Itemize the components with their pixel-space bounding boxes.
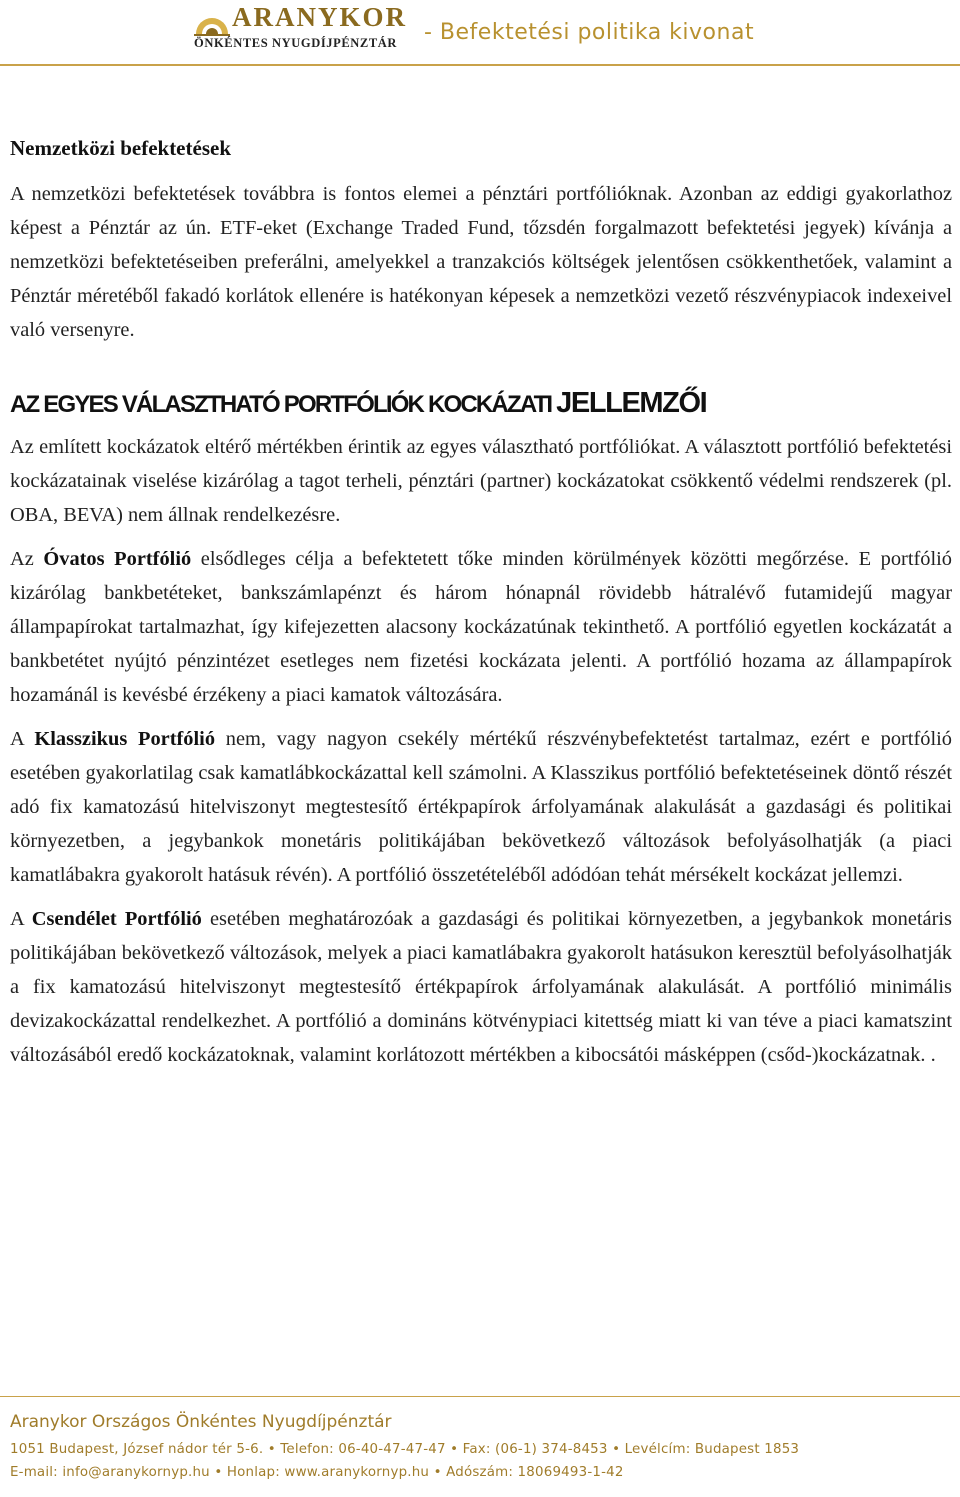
ovatos-portfolio-name: Óvatos Portfólió (43, 548, 192, 570)
intl-paragraph: A nemzetközi befektetések továbbra is fontos elemei a pénztári portfólióknak. Azonban az eddigi gyakorlathoz képest a Pénztár az ún. ETF-eket (Exchange Traded Fund, tőzsdén forgalmazott befektetési jegyek) kívánja a nemzetközi befektetéseiben preferálni, amelyekkel a tranzakciós költségek jelentősen csökkenthetőek, valamint a Pénztár méretéből fakadó korlátok ellenére is hatékonyan képesek a nemzetközi vezető részvénypiacok indexeivel való versenyre. (10, 183, 952, 341)
ovatos-before: Az (10, 548, 44, 570)
risk-heading-main: AZ EGYES VÁLASZTHATÓ PORTFÓLIÓK KOCKÁZATI (10, 391, 557, 418)
page-footer (10, 1412, 952, 1488)
klasszikus-paragraph (10, 722, 952, 892)
csendelet-paragraph (10, 902, 952, 1072)
logo-subtitle: ÖNKÉNTES NYUGDÍJPÉNZTÁR (194, 36, 398, 50)
footer-org-name: Aranykor Országos Önkéntes Nyugdíjpénztár (10, 1412, 392, 1432)
document-title: - Befektetési politika kivonat (424, 20, 755, 45)
footer-address-line: 1051 Budapest, József nádor tér 5-6. • Telefon: 06-40-47-47-47 • Fax: (06-1) 374-8453 • Levélcím: Budapest 1853 (10, 1442, 800, 1457)
klasszikus-before: A (10, 728, 35, 750)
csendelet-before: A (10, 908, 32, 930)
risk-heading-emph: JELLEMZŐI (556, 387, 707, 419)
logo-name: ARANYKOR (232, 2, 407, 32)
aranykor-logo (192, 4, 410, 52)
csendelet-portfolio-name: Csendélet Portfólió (31, 908, 202, 930)
sunrise-logo-icon (192, 4, 232, 38)
document-body (10, 136, 952, 1072)
csendelet-text: esetében meghatározóak a gazdasági és politikai környezetben, a jegybankok monetáris politikájában bekövetkező változások, melyek a piaci kamatlábakra gyakorolt hatásukon keresztül befolyásolhatják a fix kamatozású hitelviszonyt megtestesítő értékpapírok árfolyamának alakulását. A portfólió minimális devizakockázattal rendelkezhet. A portfólió a domináns kötvénypiaci kitettség miatt ki van téve a piaci kamatszint változásából eredő kockázatoknak, valamint korlátozott mértékben a kibocsátói másképpen (csőd-)kockázatnak. . (10, 908, 952, 1066)
header-divider (0, 64, 960, 66)
klasszikus-text: nem, vagy nagyon csekély mértékű részvénybefektetést tartalmaz, ezért e portfólió esetében gyakorlatilag csak kamatlábkockázattal kell számolni. A Klasszikus portfólió befektetéseinek döntő részét adó fix kamatozású hitelviszonyt megtestesítő értékpapírok árfolyamának alakulását a gazdasági és politikai környezetben, a jegybankok monetáris politikájában bekövetkező változások befolyásolhatják (a piaci kamatlábakra gyakorolt hatásuk révén). A portfólió összetételéből adódóan tehát mérsékelt kockázat jellemzi. (10, 728, 952, 886)
risk-intro-paragraph: Az említett kockázatok eltérő mértékben érintik az egyes választható portfóliókat. A választott portfólió befektetési kockázatainak viselése kizárólag a tagot terheli, pénztári (partner) kockázatokat csökkentő védelmi rendszerek (pl. OBA, BEVA) nem állnak rendelkezésre. (10, 436, 952, 526)
page-header (0, 0, 960, 62)
klasszikus-portfolio-name: Klasszikus Portfólió (34, 728, 216, 750)
intl-heading: Nemzetközi befektetések (10, 136, 231, 160)
risk-section-heading (10, 387, 952, 420)
ovatos-text: elsődleges célja a befektetett tőke minden körülmények közötti megőrzése. E portfólió kizárólag bankbetéteket, bankszámlapénzt és három hónapnál rövidebb hátralévő futamidejű magyar állampapírokat tartalmazhat, így kifejezetten alacsony kockázatúnak tekinthető. A portfólió egyetlen kockázatát a bankbetétet nyújtó pénzintézet esetleges nem fizetési kockázata jelenti. A portfólió hozama az állampapírok hozamánál is kevésbé érzékeny a piaci kamatok változására. (10, 548, 952, 706)
footer-divider (0, 1396, 960, 1397)
ovatos-paragraph (10, 542, 952, 712)
footer-contact-line: E-mail: info@aranykornyp.hu • Honlap: www.aranykornyp.hu • Adószám: 18069493-1-42 (10, 1465, 624, 1480)
